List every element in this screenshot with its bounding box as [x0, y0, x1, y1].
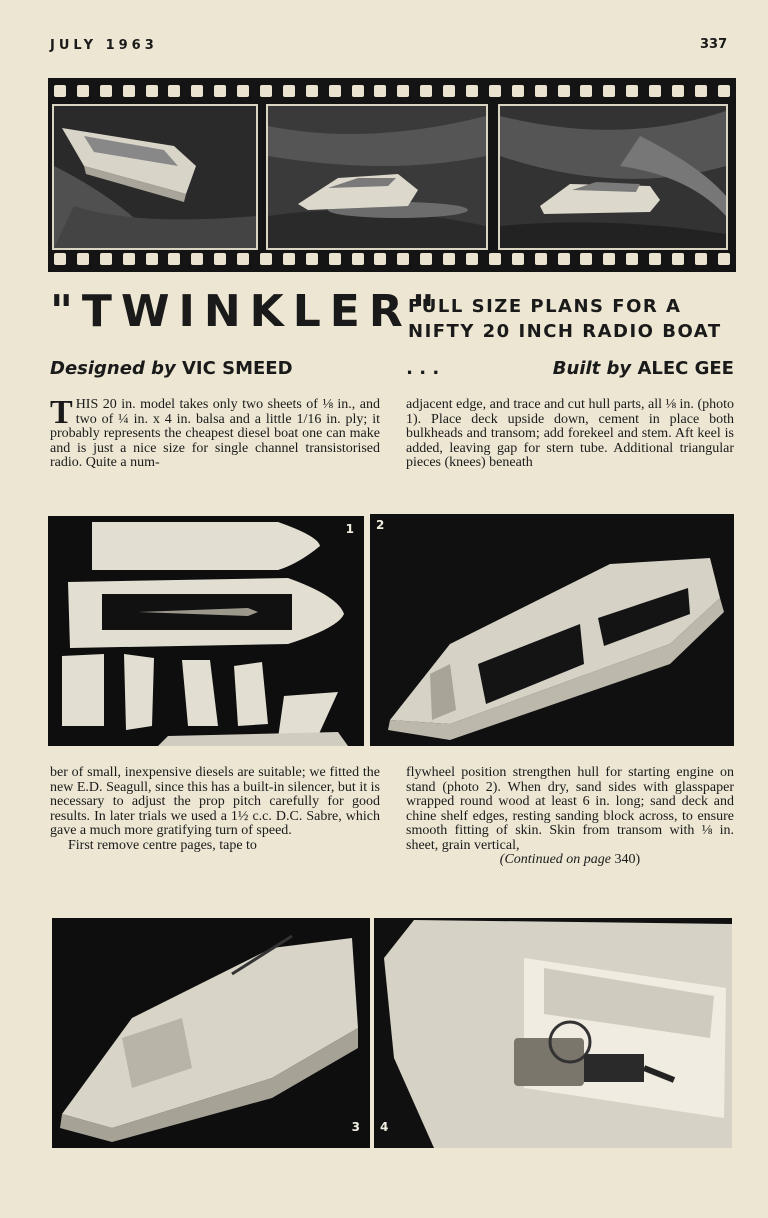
paragraph-engines: ber of small, inexpensive diesels are suitable; we fitted the new E.D. Seagull, since this has a built-in silencer, but it is necessary to adjust the prop pitch carefully for good results. In later trials we used a 1½ c.c. D.C. Sabre, which gave a much more gratifying turn of speed. — [50, 765, 380, 838]
builder-credit — [553, 358, 734, 379]
article-title: "TWINKLER" — [50, 286, 444, 337]
photo-1-hull-parts — [48, 516, 364, 746]
photo-4-number: 4 — [380, 1120, 389, 1134]
film-strip-photos — [48, 78, 736, 272]
continued-notice — [406, 853, 734, 868]
text-column-3 — [50, 766, 380, 853]
article-subtitle: FULL SIZE PLANS FOR A NIFTY 20 INCH RADIO BOAT — [408, 296, 722, 342]
byline-dots: . . . — [406, 358, 440, 379]
photo-2-number: 2 — [376, 518, 385, 532]
page-number: 337 — [700, 37, 728, 52]
film-perforations-bottom — [54, 252, 730, 266]
photo-3-number: 3 — [351, 1120, 360, 1134]
paragraph-sanding: flywheel position strengthen hull for starting engine on stand (photo 2). When dry, sand sides with glasspaper wrapped round wood at least 6 in. long; sand deck and chine shelf edges, resting sanding block across, to ensure smooth fitting of skin. Skin from transom with ⅛ in. sheet, grain vertical, — [406, 765, 734, 853]
continued-page: 340) — [614, 852, 641, 867]
drop-cap: T — [50, 394, 73, 431]
film-frame-boat-1 — [52, 104, 258, 250]
designer-name: VIC SMEED — [182, 358, 293, 379]
paragraph-intro: HIS 20 in. model takes only two sheets of ⅛ in., and two of ¼ in. x 4 in. balsa and a little 1/16 in. ply; it probably represents the cheapest diesel boat one can make and is just a nice size for single channel transistorised radio. Quite a num- — [50, 397, 380, 470]
paragraph-construction: adjacent edge, and trace and cut hull parts, all ⅛ in. (photo 1). Place deck upside down, cement in place both bulkheads and transom; add forekeel and stem. Aft keel is added, leaving gap for stern tube. Additional triangular pieces (knees) beneath — [406, 397, 734, 470]
film-perforations-top — [54, 84, 730, 98]
paragraph-first-steps: First remove centre pages, tape to — [68, 837, 257, 853]
built-by-label: Built by — [552, 358, 632, 379]
film-frame-boat-2 — [266, 104, 488, 250]
continued-label: (Continued on page — [499, 852, 612, 867]
issue-date: JULY 1963 — [50, 38, 158, 53]
builder-name: ALEC GEE — [637, 358, 734, 379]
photo-1-number: 1 — [345, 522, 354, 536]
text-column-4 — [406, 766, 734, 868]
text-column-2 — [406, 398, 734, 471]
designer-credit — [50, 358, 293, 379]
photo-4-engine-installed — [374, 918, 732, 1148]
photo-2-hull-frame — [370, 514, 734, 746]
byline — [50, 358, 734, 379]
film-frame-boat-3 — [498, 104, 728, 250]
text-column-1 — [50, 394, 380, 471]
photo-3-skinned-hull — [52, 918, 370, 1148]
designed-by-label: Designed by — [50, 358, 176, 379]
